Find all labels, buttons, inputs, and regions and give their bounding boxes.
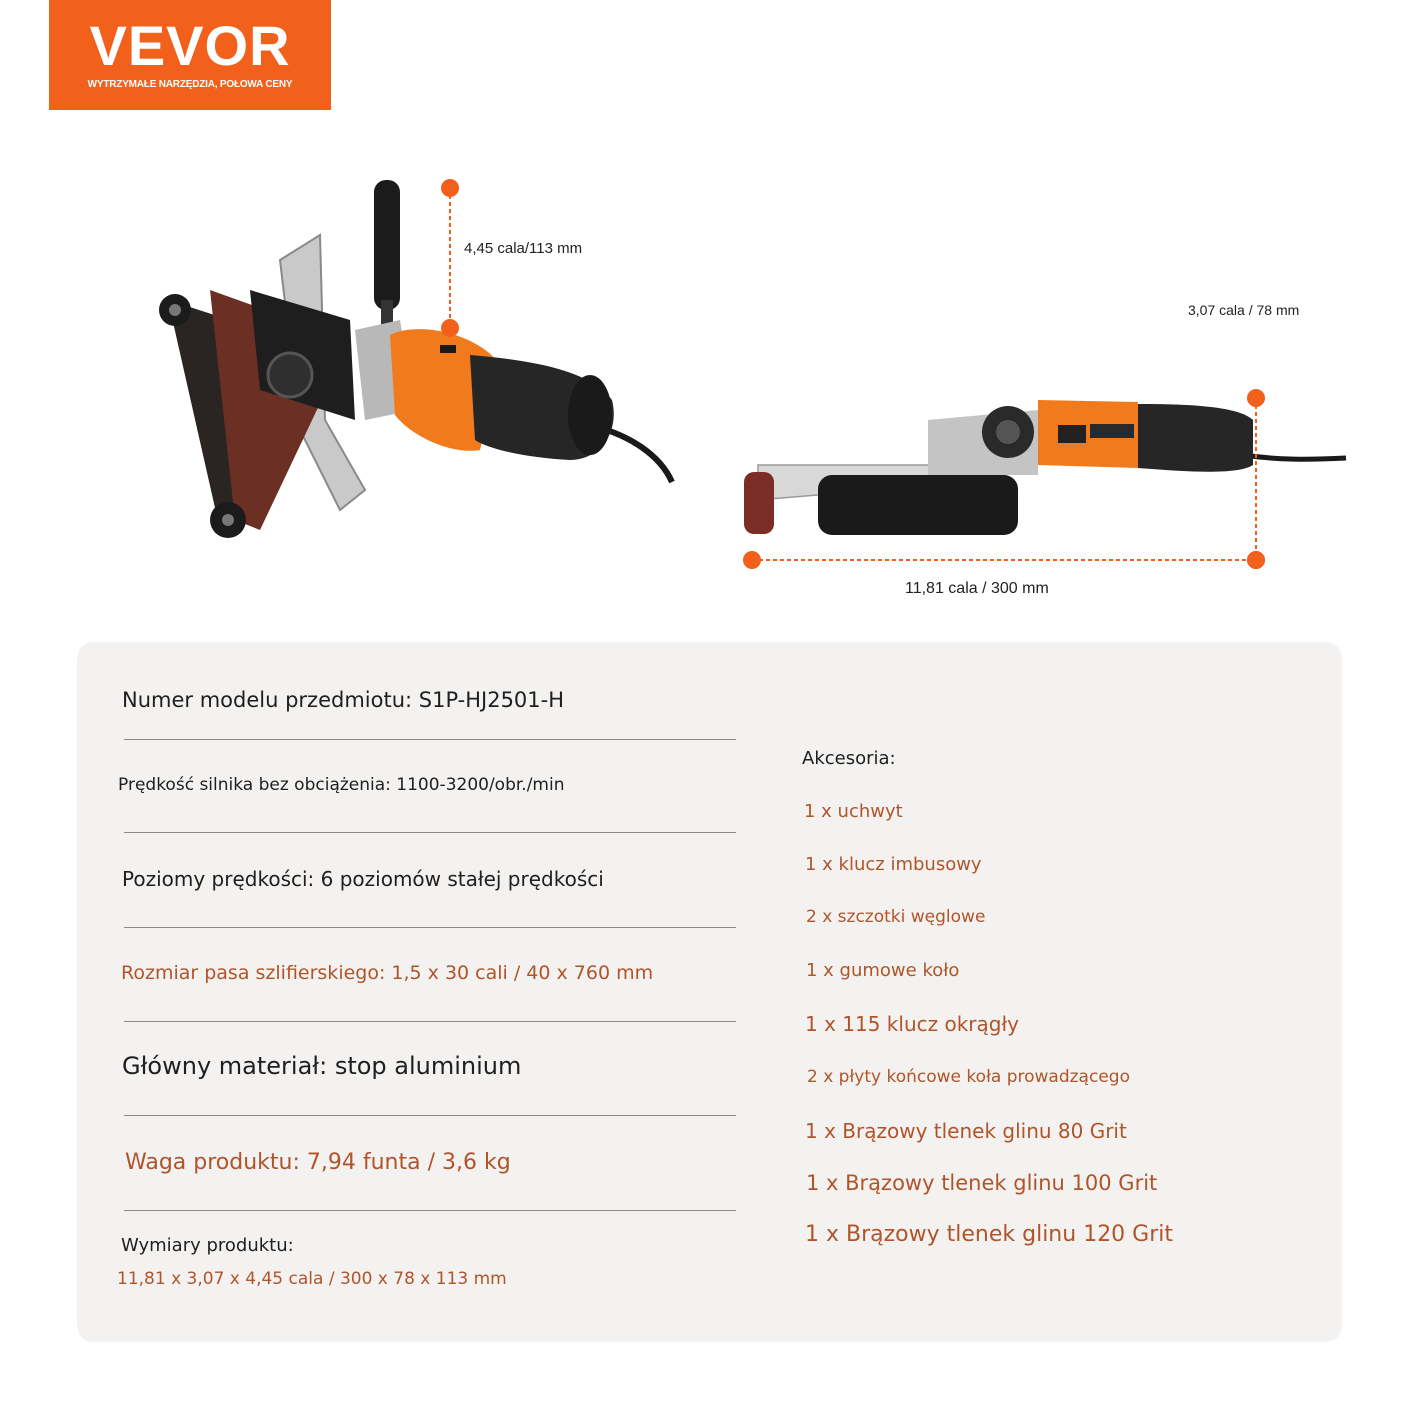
accessory-item: 2 x płyty końcowe koła prowadzącego xyxy=(807,1067,1130,1087)
width-dimension-line xyxy=(1244,386,1268,570)
spec-dimensions-value: 11,81 x 3,07 x 4,45 cala / 300 x 78 x 113 mm xyxy=(117,1269,507,1289)
spec-dimensions-title: Wymiary produktu: xyxy=(121,1235,294,1256)
spec-speed-levels: Poziomy prędkości: 6 poziomów stałej prędkości xyxy=(122,867,604,891)
product-photo-angled xyxy=(150,170,690,560)
length-label: 11,81 cala / 300 mm xyxy=(905,580,1049,597)
spec-belt-size: Rozmiar pasa szlifierskiego: 1,5 x 30 cali / 40 x 760 mm xyxy=(121,962,654,984)
accessory-item: 1 x klucz imbusowy xyxy=(805,854,982,875)
spec-weight: Waga produktu: 7,94 funta / 3,6 kg xyxy=(125,1150,511,1175)
divider xyxy=(124,1210,736,1211)
spec-model: Numer modelu przedmiotu: S1P-HJ2501-H xyxy=(122,688,565,712)
accessory-item: 1 x gumowe koło xyxy=(806,960,960,981)
divider xyxy=(124,739,736,740)
width-label: 3,07 cala / 78 mm xyxy=(1188,302,1300,318)
accessory-item: 1 x uchwyt xyxy=(804,801,903,822)
accessory-item: 1 x Brązowy tlenek glinu 120 Grit xyxy=(805,1222,1174,1247)
divider xyxy=(124,1115,736,1116)
divider xyxy=(124,832,736,833)
length-dimension-line xyxy=(740,548,1268,572)
brand-tagline: WYTRZYMAŁE NARZĘDZIA, POŁOWA CENY xyxy=(87,79,293,90)
spec-speed: Prędkość silnika bez obciążenia: 1100-3200/obr./min xyxy=(118,775,565,795)
spec-material: Główny materiał: stop aluminium xyxy=(122,1052,522,1080)
accessory-item: 1 x Brązowy tlenek glinu 100 Grit xyxy=(806,1171,1158,1195)
brand-name: VEVOR xyxy=(89,14,291,77)
height-label: 4,45 cala/113 mm xyxy=(464,240,583,257)
accessory-item: 1 x Brązowy tlenek glinu 80 Grit xyxy=(805,1119,1127,1143)
height-dimension-line xyxy=(438,178,462,338)
divider xyxy=(124,1021,736,1022)
divider xyxy=(124,927,736,928)
accessories-title: Akcesoria: xyxy=(802,748,896,769)
accessory-item: 2 x szczotki węglowe xyxy=(806,907,986,927)
brand-logo xyxy=(49,0,331,110)
accessory-item: 1 x 115 klucz okrągły xyxy=(805,1012,1019,1036)
